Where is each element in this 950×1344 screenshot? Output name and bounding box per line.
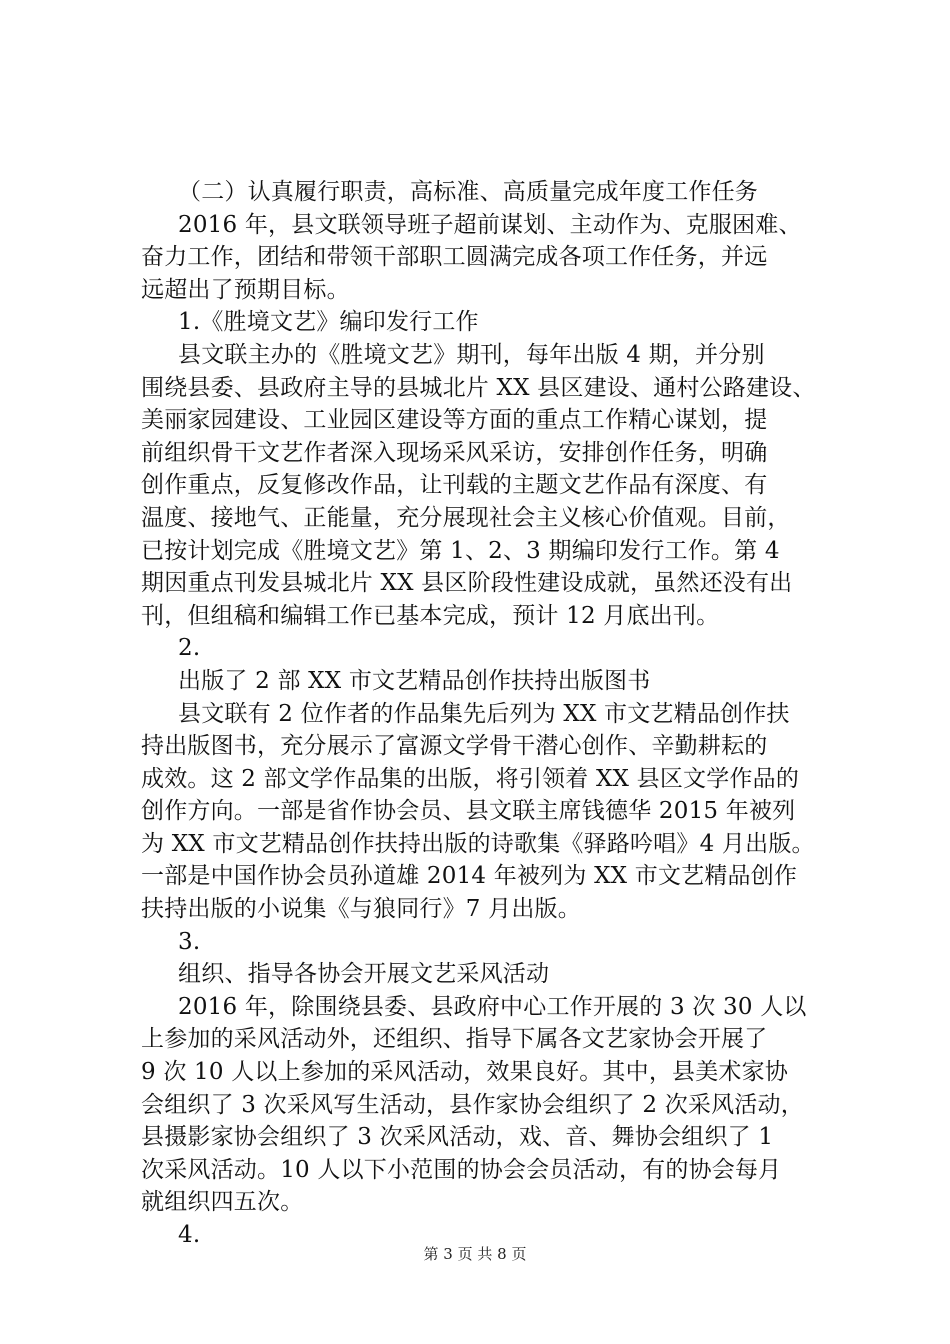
body-line: 一部是中国作协会员孙道雄 2014 年被列为 XX 市文艺精品创作	[141, 863, 798, 890]
body-line: 创作方向。一部是省作协会员、县文联主席钱德华 2015 年被列	[141, 798, 796, 825]
body-line: 2016 年，除围绕县委、县政府中心工作开展的 3 次 30 人以	[178, 993, 807, 1020]
body-line: 4.	[178, 1222, 201, 1248]
body-line: 县文联有 2 位作者的作品集先后列为 XX 市文艺精品创作扶	[178, 700, 790, 727]
body-line: 为 XX 市文艺精品创作扶持出版的诗歌集《驿路吟唱》4 月出版。	[141, 830, 815, 857]
body-line: 持出版图书，充分展示了富源文学骨干潜心创作、辛勤耕耘的	[141, 733, 768, 760]
body-line: 扶持出版的小说集《与狼同行》7 月出版。	[141, 896, 581, 923]
body-line: 上参加的采风活动外，还组织、指导下属各文艺家协会开展了	[141, 1026, 768, 1053]
body-line: 温度、接地气、正能量，充分展现社会主义核心价值观。目前，	[141, 504, 791, 531]
body-line: 已按计划完成《胜境文艺》第 1、2、3 期编印发行工作。第 4	[141, 537, 780, 564]
body-line: 9 次 10 人以上参加的采风活动，效果良好。其中，县美术家协	[141, 1059, 789, 1086]
body-line: 远超出了预期目标。	[141, 276, 350, 303]
body-line: 次采风活动。10 人以下小范围的协会会员活动，有的协会每月	[141, 1156, 782, 1183]
body-line: 县文联主办的《胜境文艺》期刊，每年出版 4 期，并分别	[178, 341, 765, 368]
body-line: 刊，但组稿和编辑工作已基本完成，预计 12 月底出刊。	[141, 602, 720, 629]
body-line: 会组织了 3 次采风写生活动，县作家协会组织了 2 次采风活动，	[141, 1091, 804, 1118]
document-body	[141, 176, 821, 1252]
body-line: 成效。这 2 部文学作品集的出版，将引领着 XX 县区文学作品的	[141, 765, 800, 792]
body-line: 1.《胜境文艺》编印发行工作	[178, 309, 479, 336]
body-line: 美丽家园建设、工业园区建设等方面的重点工作精心谋划，提	[141, 407, 768, 434]
body-line: 2016 年，县文联领导班子超前谋划、主动作为、克服困难、	[178, 211, 802, 238]
body-line: 期因重点刊发县城北片 XX 县区阶段性建设成就，虽然还没有出	[141, 570, 793, 597]
body-line: 县摄影家协会组织了 3 次采风活动，戏、音、舞协会组织了 1	[141, 1124, 774, 1151]
body-line: 组织、指导各协会开展文艺采风活动	[178, 961, 550, 988]
body-line: 创作重点，反复修改作品，让刊载的主题文艺作品有深度、有	[141, 472, 768, 499]
body-line: 2.	[178, 635, 201, 662]
body-line: 出版了 2 部 XX 市文艺精品创作扶持出版图书	[178, 667, 651, 694]
body-line: （二）认真履行职责，高标准、高质量完成年度工作任务	[178, 179, 758, 205]
body-line: 前组织骨干文艺作者深入现场采风采访，安排创作任务，明确	[141, 439, 768, 466]
body-line: 3.	[178, 928, 201, 955]
body-line: 就组织四五次。	[141, 1189, 304, 1216]
body-line: 围绕县委、县政府主导的县城北片 XX 县区建设、通村公路建设、	[141, 374, 816, 401]
body-line: 奋力工作，团结和带领干部职工圆满完成各项工作任务，并远	[141, 244, 768, 271]
page-footer: 第 3 页 共 8 页	[423, 1245, 527, 1263]
